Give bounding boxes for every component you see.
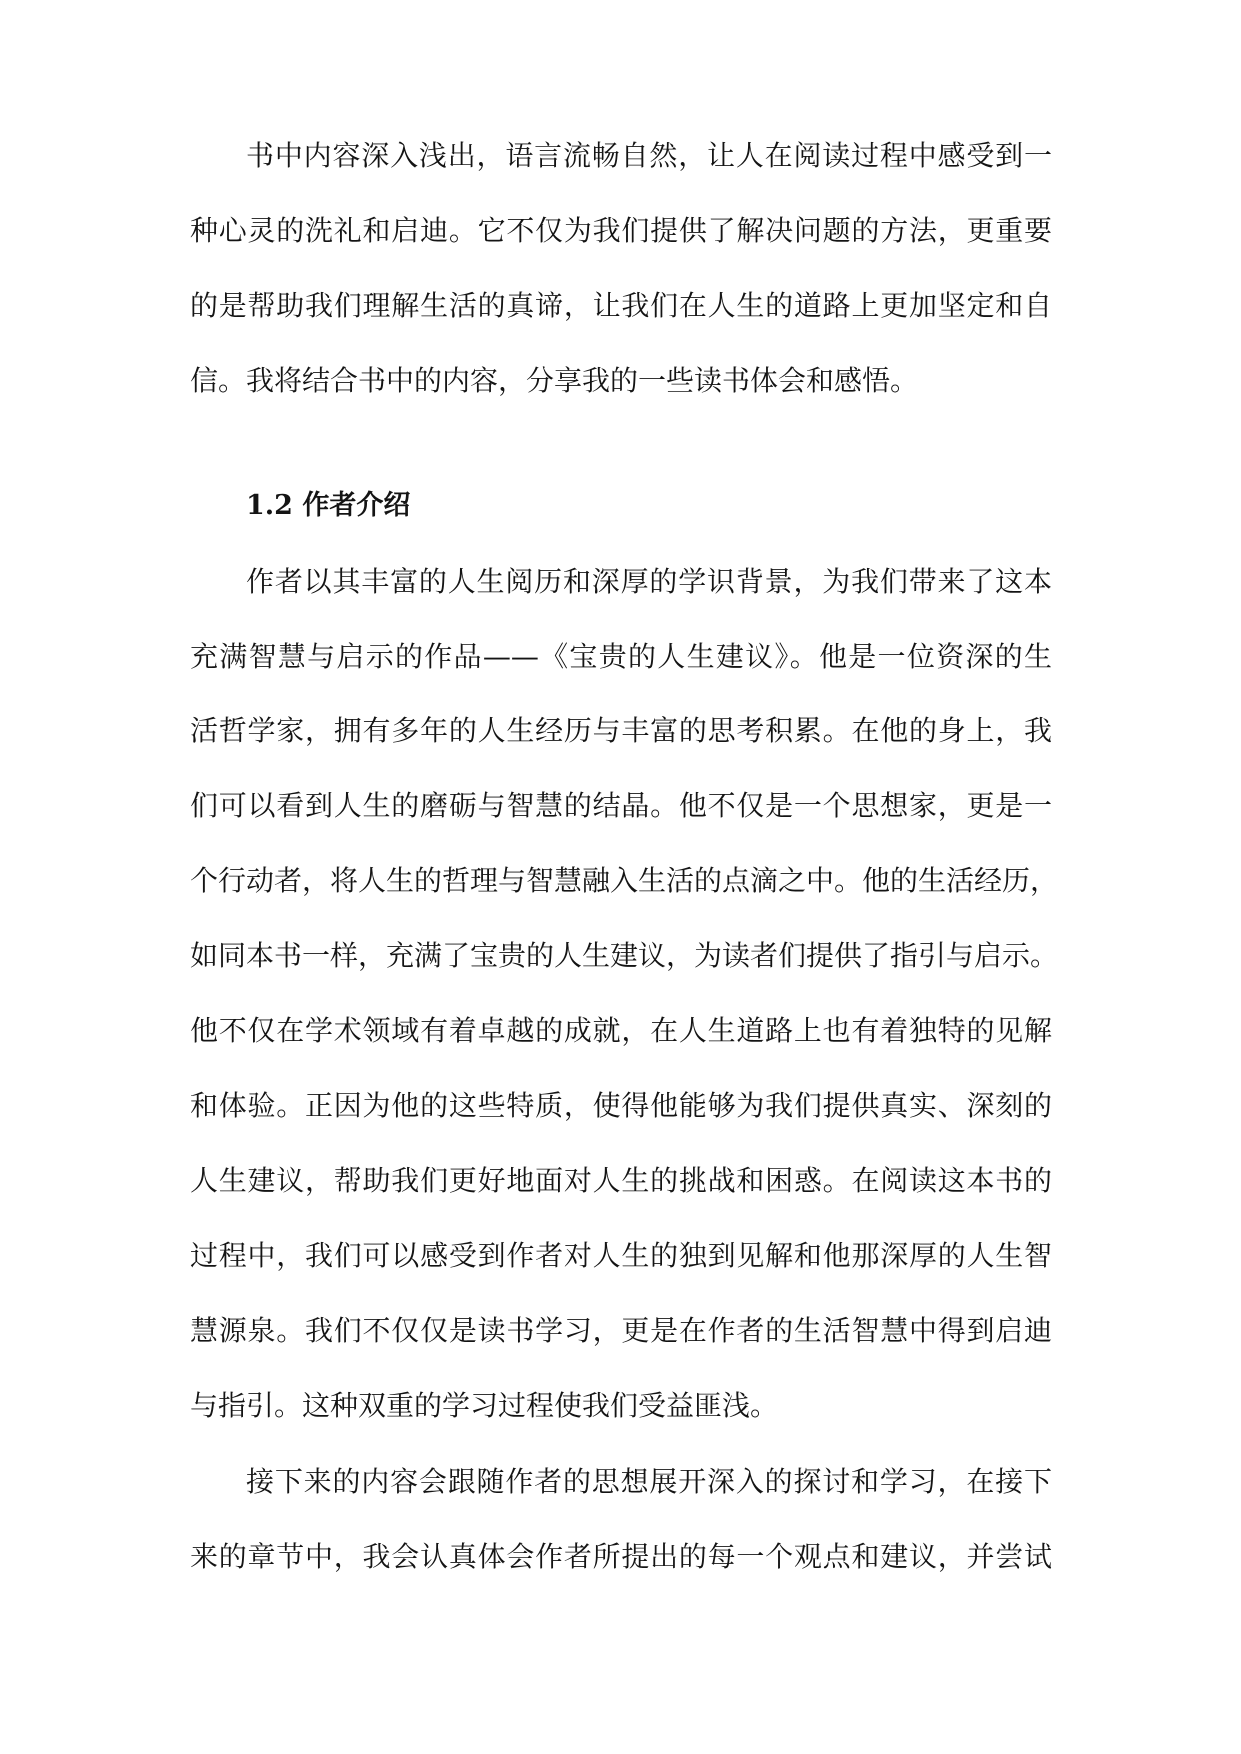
paragraph-2-line-11: 慧源泉。我们不仅仅是读书学习，更是在作者的生活智慧中得到启迪 [190,1314,1052,1347]
paragraph-2-line-12: 与指引。这种双重的学习过程使我们受益匪浅。 [190,1389,779,1422]
paragraph-1-line-4: 信。我将结合书中的内容，分享我的一些读书体会和感悟。 [190,364,919,397]
paragraph-2-line-8: 和体验。正因为他的这些特质，使得他能够为我们提供真实、深刻的 [190,1089,1052,1122]
paragraph-2-line-7: 他不仅在学术领域有着卓越的成就，在人生道路上也有着独特的见解 [190,1014,1052,1047]
paragraph-2-line-5: 个行动者，将人生的哲理与智慧融入生活的点滴之中。他的生活经历， [190,864,1059,897]
paragraph-2-line-6: 如同本书一样，充满了宝贵的人生建议，为读者们提供了指引与启示。 [190,939,1059,972]
paragraph-2-line-9: 人生建议，帮助我们更好地面对人生的挑战和困惑。在阅读这本书的 [190,1164,1052,1197]
paragraph-2-line-1: 作者以其丰富的人生阅历和深厚的学识背景，为我们带来了这本 [246,565,1052,598]
paragraph-1-line-2: 种心灵的洗礼和启迪。它不仅为我们提供了解决问题的方法，更重要 [190,214,1052,247]
paragraph-2-line-2: 充满智慧与启示的作品——《宝贵的人生建议》。他是一位资深的生 [190,640,1052,673]
paragraph-2-line-4: 们可以看到人生的磨砺与智慧的结晶。他不仅是一个思想家，更是一 [190,789,1052,822]
paragraph-3-line-2: 来的章节中，我会认真体会作者所提出的每一个观点和建议，并尝试 [190,1540,1052,1573]
paragraph-2-line-10: 过程中，我们可以感受到作者对人生的独到见解和他那深厚的人生智 [190,1239,1052,1272]
paragraph-1-line-3: 的是帮助我们理解生活的真谛，让我们在人生的道路上更加坚定和自 [190,289,1052,322]
section-heading: 1.2 作者介绍 [246,490,411,521]
paragraph-2-line-3: 活哲学家，拥有多年的人生经历与丰富的思考积累。在他的身上，我 [190,714,1052,747]
paragraph-1-line-1: 书中内容深入浅出，语言流畅自然，让人在阅读过程中感受到一 [246,139,1052,172]
paragraph-3-line-1: 接下来的内容会跟随作者的思想展开深入的探讨和学习，在接下 [246,1465,1052,1498]
